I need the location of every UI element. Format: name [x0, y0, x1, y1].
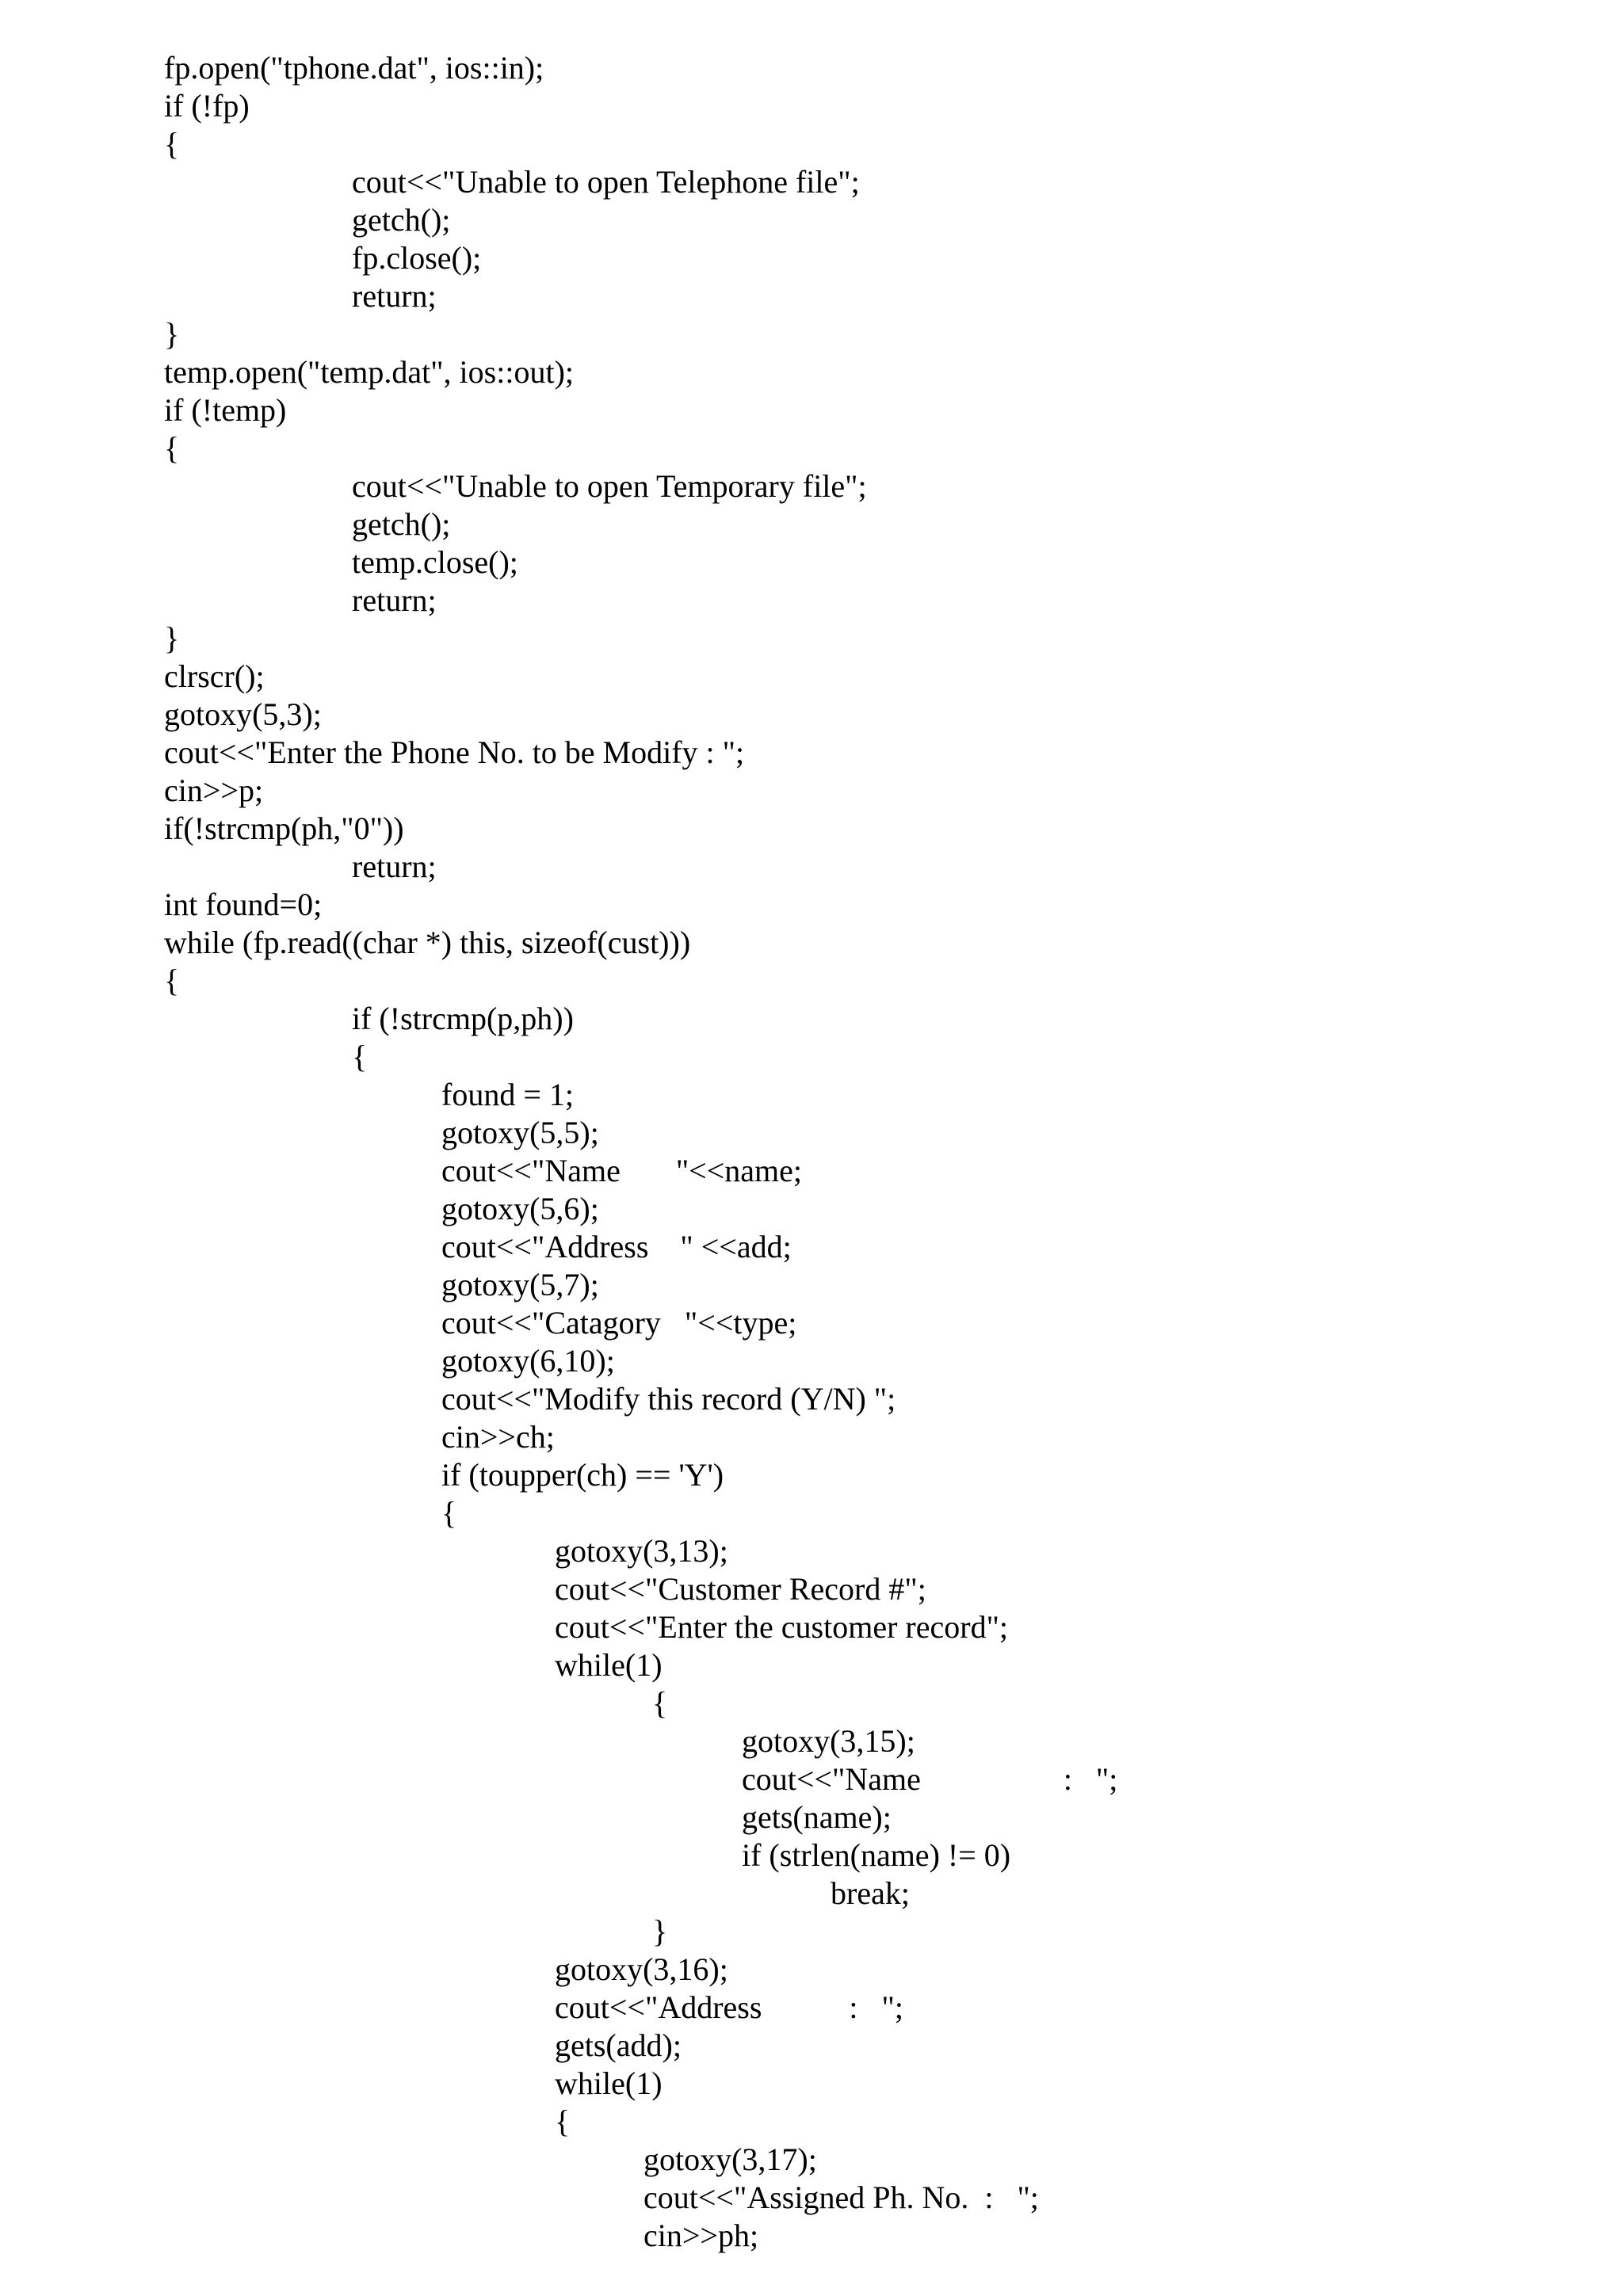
code-line: cout<<"Unable to open Temporary file"; [352, 468, 867, 504]
code-line: cout<<"Address : "; [555, 1989, 903, 2025]
code-line: gotoxy(5,3); [164, 696, 322, 732]
code-line: } [652, 1913, 668, 1949]
code-line: cin>>ph; [643, 2218, 759, 2253]
code-line: gotoxy(3,15); [742, 1723, 915, 1759]
code-line: { [555, 2103, 571, 2139]
code-line: { [164, 963, 180, 998]
code-line: int found=0; [164, 887, 323, 922]
code-line: found = 1; [441, 1077, 574, 1112]
code-line: gotoxy(5,5); [441, 1115, 599, 1150]
code-line: temp.open("temp.dat", ios::out); [164, 354, 575, 390]
code-line: cout<<"Name : "; [742, 1761, 1118, 1797]
code-line: return; [352, 582, 437, 618]
code-line: cout<<"Unable to open Telephone file"; [352, 164, 860, 200]
code-line: getch(); [352, 506, 451, 542]
code-line: cout<<"Enter the Phone No. to be Modify : "; [164, 734, 745, 770]
code-line: if(!strcmp(ph,"0")) [164, 810, 404, 846]
code-line: gets(add); [555, 2027, 682, 2063]
code-line: cin>>ch; [441, 1419, 555, 1455]
code-line: gets(name); [742, 1799, 892, 1835]
code-line: if (!strcmp(p,ph)) [352, 1001, 574, 1036]
code-line: return; [352, 849, 437, 884]
code-line: cout<<"Enter the customer record"; [555, 1609, 1009, 1645]
code-line: fp.close(); [352, 240, 482, 276]
code-line: break; [831, 1875, 910, 1911]
code-line: { [164, 126, 180, 162]
code-line: gotoxy(5,7); [441, 1267, 599, 1302]
code-line: } [164, 316, 180, 352]
code-line: cin>>p; [164, 772, 264, 808]
code-line: cout<<"Assigned Ph. No. : "; [643, 2180, 1039, 2215]
code-line: } [164, 620, 180, 656]
code-line: gotoxy(3,16); [555, 1951, 728, 1987]
code-line: while (fp.read((char *) this, sizeof(cust))) [164, 925, 691, 960]
code-line: if (toupper(ch) == 'Y') [441, 1457, 724, 1493]
code-line: gotoxy(3,13); [555, 1533, 728, 1569]
code-line: { [164, 430, 180, 466]
code-line: cout<<"Customer Record #"; [555, 1571, 926, 1607]
code-line: { [352, 1039, 368, 1074]
code-line: { [441, 1495, 457, 1531]
code-line: fp.open("tphone.dat", ios::in); [164, 50, 544, 86]
code-line: clrscr(); [164, 658, 265, 694]
code-line: while(1) [555, 1647, 663, 1683]
code-line: gotoxy(5,6); [441, 1191, 599, 1226]
code-line: cout<<"Name "<<name; [441, 1153, 802, 1188]
code-line: getch(); [352, 202, 451, 238]
code-line: temp.close(); [352, 544, 518, 580]
code-line: { [652, 1685, 668, 1721]
code-line: if (!temp) [164, 392, 287, 428]
code-line: gotoxy(6,10); [441, 1343, 615, 1379]
code-line: if (strlen(name) != 0) [742, 1837, 1011, 1873]
code-line: cout<<"Address " <<add; [441, 1229, 792, 1264]
code-line: gotoxy(3,17); [643, 2142, 817, 2177]
code-line: cout<<"Catagory "<<type; [441, 1305, 797, 1341]
code-line: cout<<"Modify this record (Y/N) "; [441, 1381, 896, 1417]
code-line: while(1) [555, 2065, 663, 2101]
code-line: if (!fp) [164, 88, 250, 124]
code-line: return; [352, 278, 437, 314]
